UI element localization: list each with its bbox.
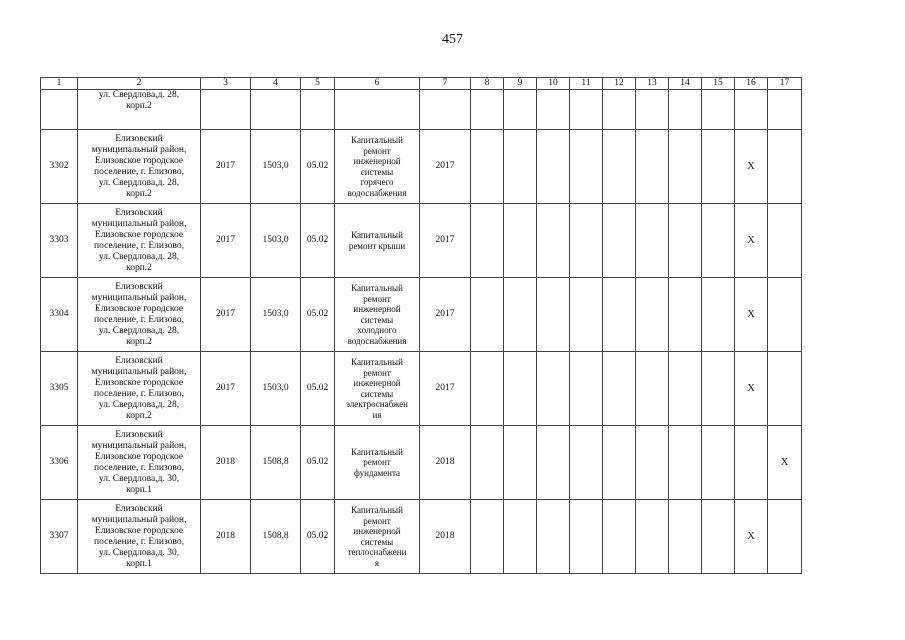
continuation-row	[41, 90, 802, 130]
cell-address: Елизовский муниципальный район, Елизовское городское поселение, г. Елизово, ул. Свердлова,д. 28, корп.2	[78, 352, 201, 426]
cell-area: 1508,8	[251, 500, 301, 574]
cell-col-12	[603, 352, 636, 426]
table-row	[41, 130, 802, 204]
cell-year-planned: 2018	[420, 500, 471, 574]
cell-code: 05.02	[301, 130, 335, 204]
cell-col-11	[570, 500, 603, 574]
cell-year: 2018	[201, 426, 251, 500]
cell-col-8	[471, 500, 504, 574]
cell-col-10	[537, 352, 570, 426]
cell-col-12	[603, 204, 636, 278]
cell-year-planned: 2017	[420, 204, 471, 278]
cell-col-9	[504, 500, 537, 574]
cell-work-type: Капитальный ремонт инженерной системы теплоснабжени я	[335, 500, 420, 574]
cell-code: 05.02	[301, 204, 335, 278]
cell-work-type: Капитальный ремонт инженерной системы электроснабжен ия	[335, 352, 420, 426]
cell-col-11	[570, 278, 603, 352]
column-header: 11	[570, 78, 603, 90]
cell-col-12	[603, 130, 636, 204]
column-number-row	[41, 78, 802, 90]
cell-id	[41, 90, 78, 130]
table-row	[41, 426, 802, 500]
column-header: 9	[504, 78, 537, 90]
repair-schedule-table	[40, 77, 802, 574]
cell-code: 05.02	[301, 352, 335, 426]
table-row	[41, 500, 802, 574]
cell-mark-c16: Х	[735, 500, 768, 574]
column-header: 14	[669, 78, 702, 90]
cell-col-15	[702, 278, 735, 352]
cell-col-11	[570, 130, 603, 204]
column-header: 16	[735, 78, 768, 90]
cell-work-type: Капитальный ремонт инженерной системы горячего водоснабжения	[335, 130, 420, 204]
cell-col-9	[504, 278, 537, 352]
cell-id: 3302	[41, 130, 78, 204]
cell-mark-c17	[768, 130, 802, 204]
cell-col-11	[570, 204, 603, 278]
cell-col-14	[669, 426, 702, 500]
cell-mark-c17	[768, 352, 802, 426]
cell-col-8	[471, 204, 504, 278]
cell-year: 2017	[201, 352, 251, 426]
cell-col-15	[702, 500, 735, 574]
cell-area: 1503,0	[251, 278, 301, 352]
column-header: 12	[603, 78, 636, 90]
cell-col-8	[471, 352, 504, 426]
column-header: 5	[301, 78, 335, 90]
cell-mark-c16: Х	[735, 278, 768, 352]
cell-address: Елизовский муниципальный район, Елизовское городское поселение, г. Елизово, ул. Свердлова,д. 28, корп.2	[78, 130, 201, 204]
cell-col-13	[636, 130, 669, 204]
cell-address: ул. Свердлова,д. 28, корп.2	[78, 90, 201, 130]
cell-col-9	[504, 352, 537, 426]
column-header: 13	[636, 78, 669, 90]
cell-col-14	[669, 130, 702, 204]
cell-code: 05.02	[301, 500, 335, 574]
cell-mark-c17	[768, 500, 802, 574]
cell-code: 05.02	[301, 426, 335, 500]
cell-col-14	[669, 500, 702, 574]
column-header: 3	[201, 78, 251, 90]
column-header: 15	[702, 78, 735, 90]
cell-year: 2018	[201, 500, 251, 574]
cell-col-10	[537, 500, 570, 574]
column-header: 2	[78, 78, 201, 90]
cell-col-12	[603, 426, 636, 500]
cell-address: Елизовский муниципальный район, Елизовское городское поселение, г. Елизово, ул. Свердлова,д. 28, корп.2	[78, 278, 201, 352]
cell-area: 1508,8	[251, 426, 301, 500]
cell-year: 2017	[201, 278, 251, 352]
cell-work-type: Капитальный ремонт фундамента	[335, 426, 420, 500]
cell-col-13	[636, 426, 669, 500]
cell-mark-c16: Х	[735, 352, 768, 426]
cell-col-14	[669, 278, 702, 352]
cell-col-11	[570, 352, 603, 426]
cell-col-13	[636, 278, 669, 352]
cell-area: 1503,0	[251, 352, 301, 426]
cell-id: 3305	[41, 352, 78, 426]
cell-year: 2017	[201, 204, 251, 278]
table-row	[41, 278, 802, 352]
cell-col-8	[471, 130, 504, 204]
cell-year: 2017	[201, 130, 251, 204]
cell-col-12	[603, 278, 636, 352]
cell-year-planned: 2018	[420, 426, 471, 500]
cell-id: 3307	[41, 500, 78, 574]
cell-year-planned: 2017	[420, 278, 471, 352]
cell-col-10	[537, 426, 570, 500]
cell-work-type: Капитальный ремонт инженерной системы холодного водоснабжения	[335, 278, 420, 352]
cell-col-10	[537, 204, 570, 278]
cell-id: 3304	[41, 278, 78, 352]
cell-address: Елизовский муниципальный район, Елизовское городское поселение, г. Елизово, ул. Свердлова,д. 30, корп.1	[78, 500, 201, 574]
cell-mark-c17	[768, 278, 802, 352]
cell-address: Елизовский муниципальный район, Елизовское городское поселение, г. Елизово, ул. Свердлова,д. 30, корп.1	[78, 426, 201, 500]
cell-col-14	[669, 352, 702, 426]
cell-col-8	[471, 426, 504, 500]
cell-mark-c16: Х	[735, 204, 768, 278]
cell-col-10	[537, 278, 570, 352]
cell-code: 05.02	[301, 278, 335, 352]
cell-year-planned: 2017	[420, 130, 471, 204]
column-header: 17	[768, 78, 802, 90]
page-number: 457	[442, 32, 463, 47]
column-header: 4	[251, 78, 301, 90]
column-header: 6	[335, 78, 420, 90]
cell-work-type: Капитальный ремонт крыши	[335, 204, 420, 278]
table-row	[41, 352, 802, 426]
cell-address: Елизовский муниципальный район, Елизовское городское поселение, г. Елизово, ул. Свердлова,д. 28, корп.2	[78, 204, 201, 278]
cell-mark-c17: Х	[768, 426, 802, 500]
cell-col-9	[504, 426, 537, 500]
cell-col-12	[603, 500, 636, 574]
table-row	[41, 204, 802, 278]
cell-col-15	[702, 130, 735, 204]
cell-col-15	[702, 352, 735, 426]
column-header: 8	[471, 78, 504, 90]
cell-mark-c16: Х	[735, 130, 768, 204]
cell-area: 1503,0	[251, 130, 301, 204]
cell-col-14	[669, 204, 702, 278]
cell-col-13	[636, 352, 669, 426]
column-header: 7	[420, 78, 471, 90]
cell-col-9	[504, 204, 537, 278]
cell-col-15	[702, 426, 735, 500]
cell-id: 3306	[41, 426, 78, 500]
cell-year-planned: 2017	[420, 352, 471, 426]
cell-col-11	[570, 426, 603, 500]
cell-col-10	[537, 130, 570, 204]
column-header: 10	[537, 78, 570, 90]
cell-mark-c16	[735, 426, 768, 500]
column-header: 1	[41, 78, 78, 90]
cell-col-15	[702, 204, 735, 278]
cell-area: 1503,0	[251, 204, 301, 278]
cell-id: 3303	[41, 204, 78, 278]
cell-col-8	[471, 278, 504, 352]
cell-col-13	[636, 500, 669, 574]
cell-col-9	[504, 130, 537, 204]
cell-mark-c17	[768, 204, 802, 278]
cell-col-13	[636, 204, 669, 278]
